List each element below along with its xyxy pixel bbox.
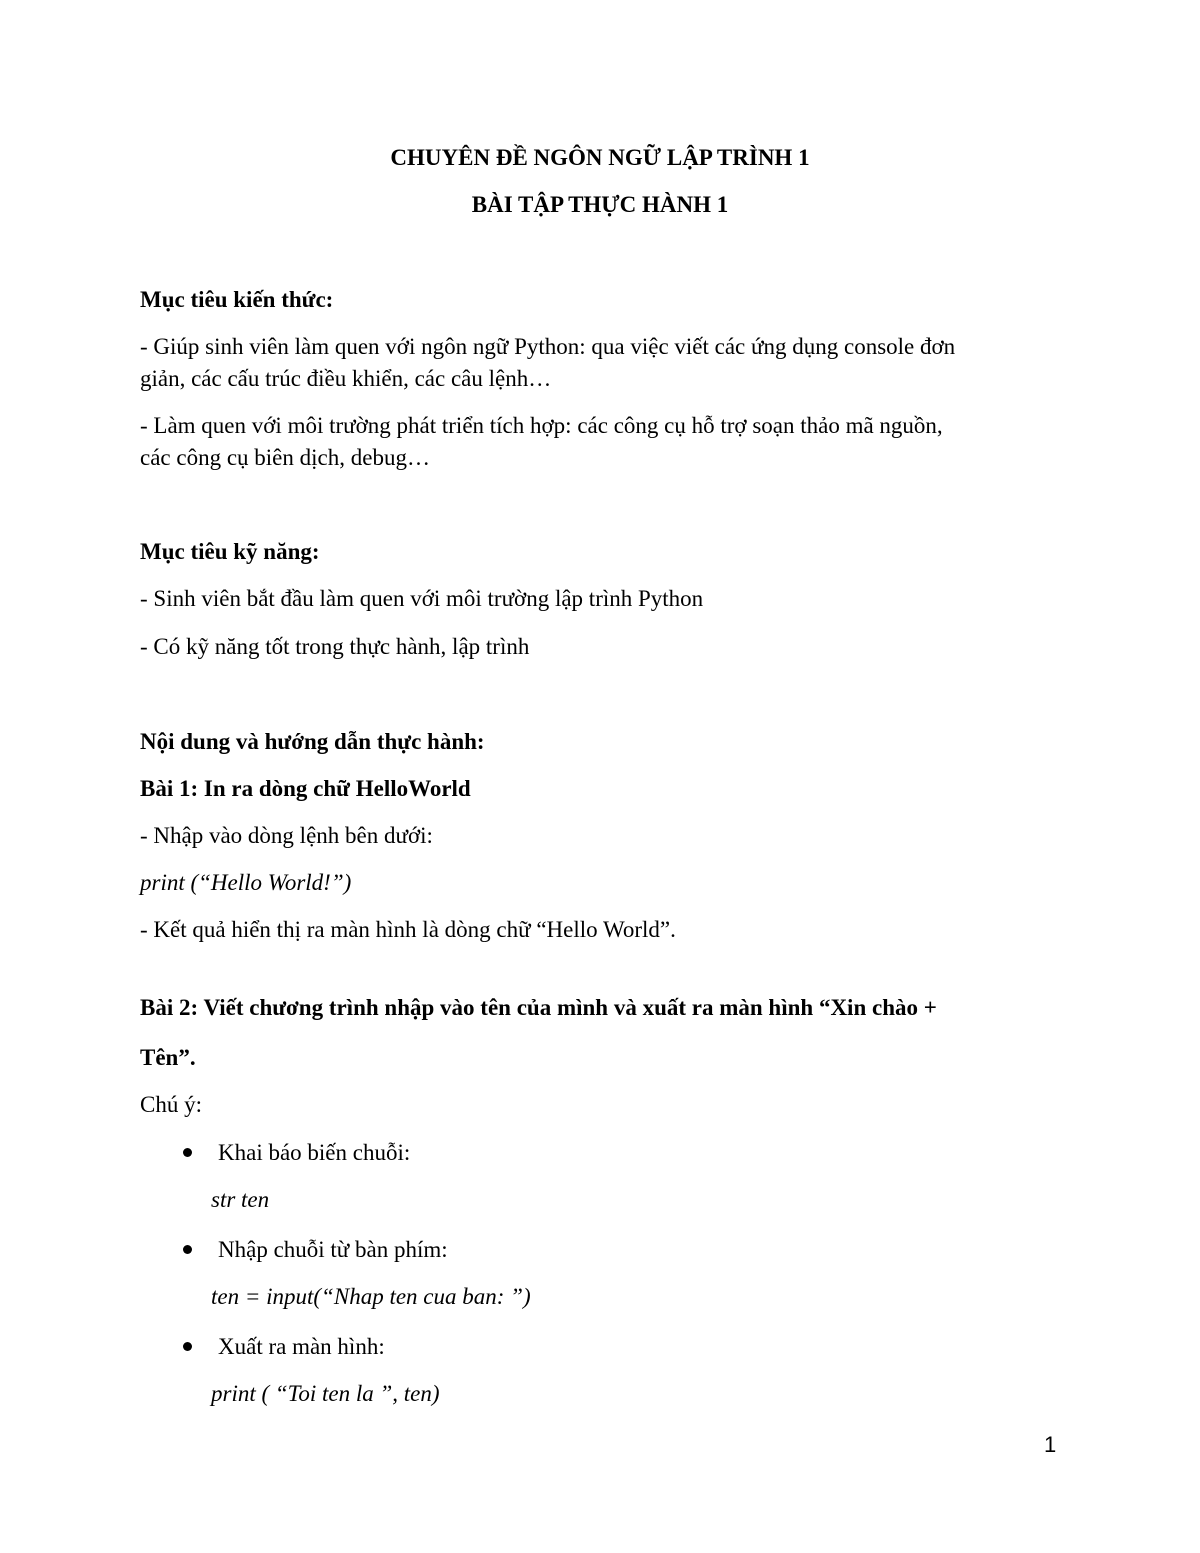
page-number: 1 xyxy=(1044,1432,1057,1457)
document-subtitle: BÀI TẬP THỰC HÀNH 1 xyxy=(471,192,729,217)
knowledge-item-1-line-1: - Giúp sinh viên làm quen với ngôn ngữ Python: qua việc viết các ứng dụng console đơn xyxy=(140,334,956,359)
knowledge-item-2-line-1: - Làm quen với môi trường phát triển tích hợp: các công cụ hỗ trợ soạn thảo mã nguồn, xyxy=(140,413,943,438)
exercise-2-title-line-2: Tên”. xyxy=(140,1045,196,1070)
bullet-icon xyxy=(183,1148,192,1157)
bullet-icon xyxy=(183,1245,192,1254)
exercise-2-note: Chú ý: xyxy=(140,1092,202,1117)
exercise-1-instruction: - Nhập vào dòng lệnh bên dưới: xyxy=(140,823,433,848)
bullet-1-label: Khai báo biến chuỗi: xyxy=(218,1140,411,1165)
exercise-1-code: print (“Hello World!”) xyxy=(140,870,352,895)
exercise-1-result: - Kết quả hiển thị ra màn hình là dòng chữ “Hello World”. xyxy=(140,917,676,942)
exercise-1-title: Bài 1: In ra dòng chữ HelloWorld xyxy=(140,776,471,801)
exercise-2-title-line-1: Bài 2: Viết chương trình nhập vào tên của mình và xuất ra màn hình “Xin chào + xyxy=(140,995,937,1020)
skills-item-1: - Sinh viên bắt đầu làm quen với môi trường lập trình Python xyxy=(140,586,704,611)
bullet-3-label: Xuất ra màn hình: xyxy=(218,1334,385,1359)
content-heading: Nội dung và hướng dẫn thực hành: xyxy=(140,729,485,754)
bullet-icon xyxy=(183,1342,192,1351)
knowledge-item-1-line-2: giản, các cấu trúc điều khiển, các câu lệnh… xyxy=(140,366,552,391)
bullet-1-code: str ten xyxy=(211,1187,270,1212)
skills-heading: Mục tiêu kỹ năng: xyxy=(140,539,320,564)
knowledge-heading: Mục tiêu kiến thức: xyxy=(140,287,334,312)
skills-item-2: - Có kỹ năng tốt trong thực hành, lập trình xyxy=(140,634,530,659)
bullet-2-code: ten = input(“Nhap ten cua ban: ”) xyxy=(211,1284,531,1309)
knowledge-item-2-line-2: các công cụ biên dịch, debug… xyxy=(140,445,430,470)
bullet-2-label: Nhập chuỗi từ bàn phím: xyxy=(218,1237,448,1262)
document-title: CHUYÊN ĐỀ NGÔN NGỮ LẬP TRÌNH 1 xyxy=(390,145,810,170)
bullet-3-code: print ( “Toi ten la ”, ten) xyxy=(211,1381,440,1406)
